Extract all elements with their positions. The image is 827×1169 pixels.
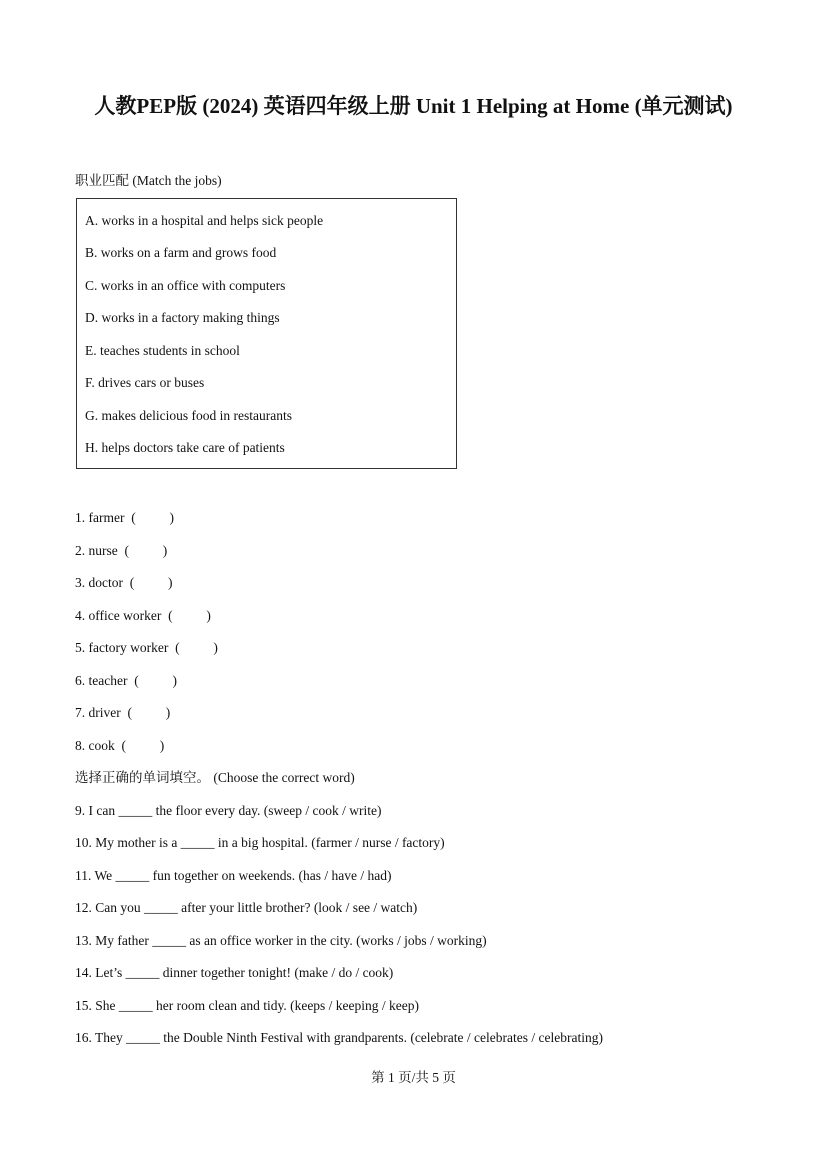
option-e: E. teaches students in school (85, 343, 240, 358)
option-d: D. works in a factory making things (85, 310, 280, 325)
match-question-2: 2. nurse ( ) (75, 543, 168, 558)
section2-heading: 选择正确的单词填空。 (Choose the correct word) (75, 770, 355, 785)
fill-question-14: 14. Let’s _____ dinner together tonight! (make / do / cook) (75, 965, 394, 980)
option-a: A. works in a hospital and helps sick people (85, 213, 324, 228)
page-number: 第 1 页/共 5 页 (371, 1070, 456, 1085)
match-question-8: 8. cook ( ) (75, 738, 165, 753)
match-question-7: 7. driver ( ) (75, 705, 171, 720)
fill-question-13: 13. My father _____ as an office worker in the city. (works / jobs / working) (75, 933, 487, 948)
option-g: G. makes delicious food in restaurants (85, 408, 292, 423)
option-b: B. works on a farm and grows food (85, 245, 277, 260)
fill-question-9: 9. I can _____ the floor every day. (sweep / cook / write) (75, 803, 382, 818)
option-c: C. works in an office with computers (85, 278, 286, 293)
fill-question-12: 12. Can you _____ after your little brother? (look / see / watch) (75, 900, 418, 915)
page-title: 人教PEP版 (2024) 英语四年级上册 Unit 1 Helping at Home (单元测试) (94, 94, 733, 118)
match-question-3: 3. doctor ( ) (75, 575, 173, 590)
job-options-box (76, 198, 457, 469)
option-h: H. helps doctors take care of patients (85, 440, 285, 455)
match-question-1: 1. farmer ( ) (75, 510, 174, 525)
match-question-4: 4. office worker ( ) (75, 608, 211, 623)
match-question-6: 6. teacher ( ) (75, 673, 177, 688)
section1-heading: 职业匹配 (Match the jobs) (75, 173, 222, 188)
option-f: F. drives cars or buses (85, 375, 205, 390)
fill-question-16: 16. They _____ the Double Ninth Festival with grandparents. (celebrate / celebrates / celebrating) (75, 1030, 603, 1045)
fill-question-15: 15. She _____ her room clean and tidy. (keeps / keeping / keep) (75, 998, 420, 1013)
match-question-5: 5. factory worker ( ) (75, 640, 218, 655)
fill-question-10: 10. My mother is a _____ in a big hospital. (farmer / nurse / factory) (75, 835, 445, 850)
fill-question-11: 11. We _____ fun together on weekends. (has / have / had) (75, 868, 392, 883)
